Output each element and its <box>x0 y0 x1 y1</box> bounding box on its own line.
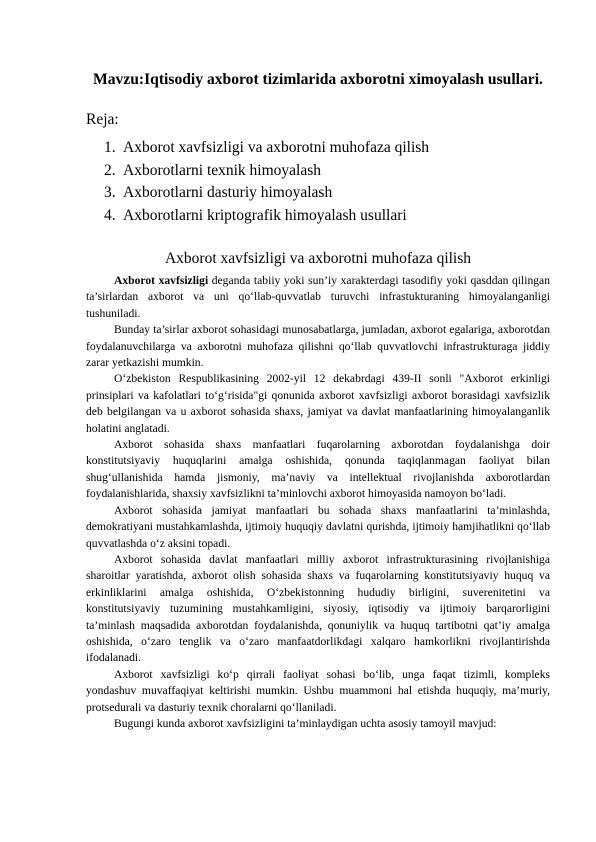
paragraph: Axborot sohasida jamiyat manfaatlari bu sohada shaxs manfaatlarini ta’minlashda, demokratiyani mustahkamlashda, ijtimoiy huquqiy davlatni qurishda, ijtimoiy hamjihatlikni qo‘llab quvvatlashda o‘z aksini topadi. <box>86 503 550 550</box>
plan-item-number: 2. <box>104 161 116 179</box>
plan-item <box>104 137 429 160</box>
paragraph: Axborot xavfsizligi ko‘p qirrali faoliyat sohasi bo‘lib, unga faqat tizimli, kompleks yondashuv muvaffaqiyat keltirishi mumkin. Ushbu muammoni hal etishda huquqiy, ma’muriy, protsedurali va dasturiy texnik choralarni qo‘llaniladi. <box>86 667 550 714</box>
paragraph-text: deganda tabiiy yoki sun’iy xarakterdagi tasodifiy yoki qasddan qilingan ta’sirlardan axborot va uni qo‘llab-quvvatlab turuvchi infrastukturaning himoyalanganligi tushuniladi. <box>86 274 550 320</box>
paragraph: Axborot sohasida shaxs manfaatlari fuqarolarning axborotdan foydalanishga doir konstitutsiyaviy huquqlarini amalga oshishida, qonunda taqiqlanmagan faoliyat bilan shug‘ullanishida hamda jismoniy, ma’naviy va intellektual rivojlanishda axborotlardan foydalanishlarida, shaxsiy xavfsizlikni ta’minlovchi axborot himoyasida namoyon bo‘ladi. <box>86 438 550 501</box>
plan-item-number: 3. <box>104 184 116 202</box>
plan-item <box>104 205 429 228</box>
paragraph: O‘zbekiston Respublikasining 2002-yil 12 dekabrdagi 439-II sonli "Axborot erkinligi prinsiplari va kafolatlari to‘g‘risida"gi qonunida axborot xavfsizligi axborot borasidagi xavfsizlik deb belgilangan va u axborot sohasida shaxs, jamiyat va davlat manfaatlarining himoyalanganlik holatini anglatadi. <box>86 372 550 435</box>
plan-item-text: Axborotlarni texnik himoyalash <box>123 161 322 179</box>
plan-item <box>104 182 429 205</box>
plan-list <box>104 137 429 227</box>
plan-item-text: Axborotlarni dasturiy himoyalash <box>123 184 333 202</box>
paragraph <box>86 273 550 322</box>
plan-heading: Reja: <box>86 111 119 128</box>
paragraph: Bugungi kunda axborot xavfsizligini ta’minlaydigan uchta asosiy tamoyil mavjud: <box>114 716 497 730</box>
page-title: Mavzu:Iqtisodiy axborot tizimlarida axborotni ximoyalash usullari. <box>93 71 543 88</box>
paragraph: Axborot sohasida davlat manfaatlari milliy axborot infrastrukturasining rivojlanishiga sharoitlar yaratishda, axborot olish sohasida shaxs va fuqarolarning konstitutsiyaviy huquq va erkinliklarini amalga oshishida, O‘zbekistonning hududiy birligini, suverenitetini va konstitutsiyaviy tuzumining mustahkamligini, siyosiy, iqtisodiy va ijtimoiy barqarorligini ta’minlash maqsadida axborotdan foydalanishda, qonuniylik va huquq tartibotni qat’iy amalga oshishida, o‘zaro tenglik va o‘zaro manfaatdorlikdagi xalqaro hamkorlikni rivojlantirishda ifodalanadi. <box>86 552 550 665</box>
plan-item-text: Axborot xavfsizligi va axborotni muhofaza qilish <box>123 139 430 156</box>
section-title: Axborot xavfsizligi va axborotni muhofaza qilish <box>164 250 472 267</box>
paragraph: Bunday ta’sirlar axborot sohasidagi munosabatlarga, jumladan, axborot egalariga, axborotdan foydalanuvchilarga va axborotni muhofaza qilishni qo‘llab quvvatlovchi infrastrukturaga jiddiy zarar yetkazishi mumkin. <box>86 323 550 370</box>
plan-item-number: 1. <box>104 139 116 156</box>
defined-term: Axborot xavfsizligi <box>114 274 209 287</box>
section-body <box>86 273 550 732</box>
plan-item <box>104 160 429 183</box>
plan-item-text: Axborotlarni kriptografik himoyalash usullari <box>123 206 407 224</box>
plan-item-number: 4. <box>104 206 116 224</box>
